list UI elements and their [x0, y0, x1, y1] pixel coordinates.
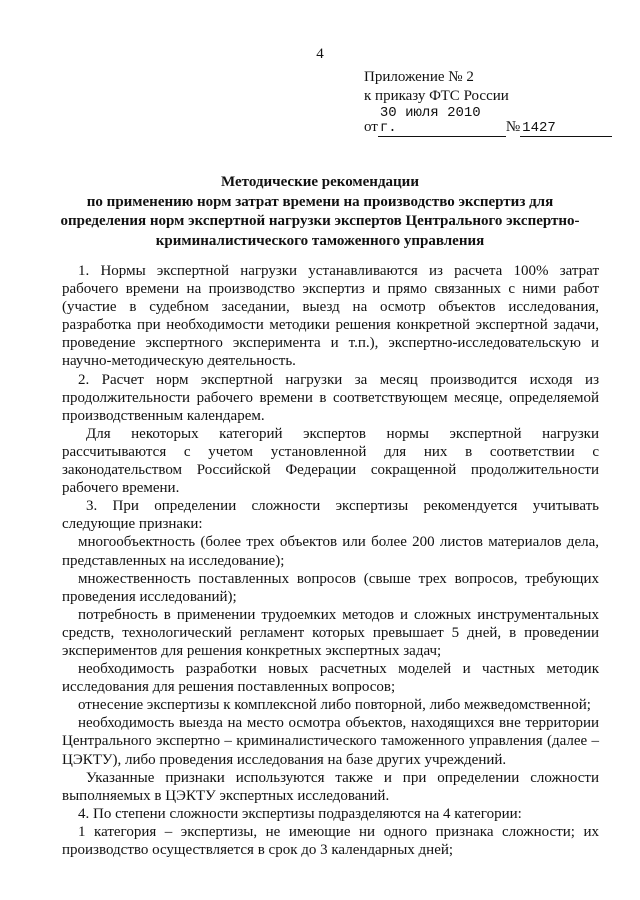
paragraph-2-note: Для некоторых категорий экспертов нормы экспертной нагрузки рассчитываются с учетом установленной для них в соответствии с законодательством Российской Федерации сокращенной продолжительности рабочего времени.	[62, 425, 599, 497]
criterion-new-models: необходимость разработки новых расчетных моделей и частных методик исследования для решения поставленных вопросов;	[62, 661, 599, 696]
order-number: 1427	[520, 121, 612, 137]
paragraph-3: 3. При определении сложности экспертизы рекомендуется учитывать следующие признаки:	[62, 498, 599, 533]
criterion-multi-question: множественность поставленных вопросов (свыше трех вопросов, требующих проведения исследований);	[62, 570, 599, 605]
document-body	[62, 262, 599, 859]
criterion-methods: потребность в применении трудоемких методов и сложных инструментальных средств, технологический регламент которых превышает 5 дней, в проведении экспериментов для решения конкретных экспертных задач;	[62, 606, 599, 659]
paragraph-criteria-note: Указанные признаки используются также и при определении сложности выполняемых в ЦЭКТУ экспертных исследований.	[62, 769, 599, 804]
title-line-1: Методические рекомендации	[221, 174, 419, 190]
paragraph-4: 4. По степени сложности экспертизы подразделяются на 4 категории:	[78, 805, 522, 822]
appendix-order-line	[364, 106, 612, 137]
appendix-line-2: к приказу ФТС России	[364, 88, 509, 104]
order-date: 30 июля 2010 г.	[378, 106, 506, 137]
date-prefix: от	[364, 119, 378, 135]
appendix-line-1: Приложение № 2	[364, 69, 474, 85]
title-line-3: определения норм экспертной нагрузки экспертов Центрального экспертно-	[60, 213, 580, 229]
paragraph-1: 1. Нормы экспертной нагрузки устанавливаются из расчета 100% затрат рабочего времени на производство экспертиз и прямо связанных с ними работ (участие в судебном заседании, выезд на осмотр объектов исследования, разработка при необходимости методики решения конкретной экспертной задачи, проведение экспертного эксперимента и т.п.), экспертно-исследовательскую и научно-методическую деятельность.	[62, 263, 599, 370]
document-title	[40, 173, 600, 251]
criterion-multi-object: многообъектность (более трех объектов или более 200 листов материалов дела, представленных на исследование);	[62, 534, 599, 569]
number-prefix: №	[505, 119, 521, 135]
title-line-4: криминалистического таможенного управления	[155, 232, 485, 249]
criterion-complex: отнесение экспертизы к комплексной либо повторной, либо межведомственной;	[78, 697, 591, 714]
appendix-header	[364, 68, 612, 137]
category-1: 1 категория – экспертизы, не имеющие ни одного признака сложности; их производство осуществляется в срок до 3 календарных дней;	[62, 823, 599, 858]
page-number: 4	[316, 46, 324, 62]
paragraph-2: 2. Расчет норм экспертной нагрузки за месяц производится исходя из продолжительности рабочего времени в соответствующем месяце, определяемой производственным календарем.	[62, 371, 599, 424]
title-line-2: по применению норм затрат времени на производство экспертиз для	[86, 193, 554, 210]
criterion-site-visit: необходимость выезда на место осмотра объектов, находящихся вне территории Центрального экспертно – криминалистического таможенного управления (далее – ЦЭКТУ), либо проведения исследования на базе других учреждений.	[62, 715, 599, 768]
